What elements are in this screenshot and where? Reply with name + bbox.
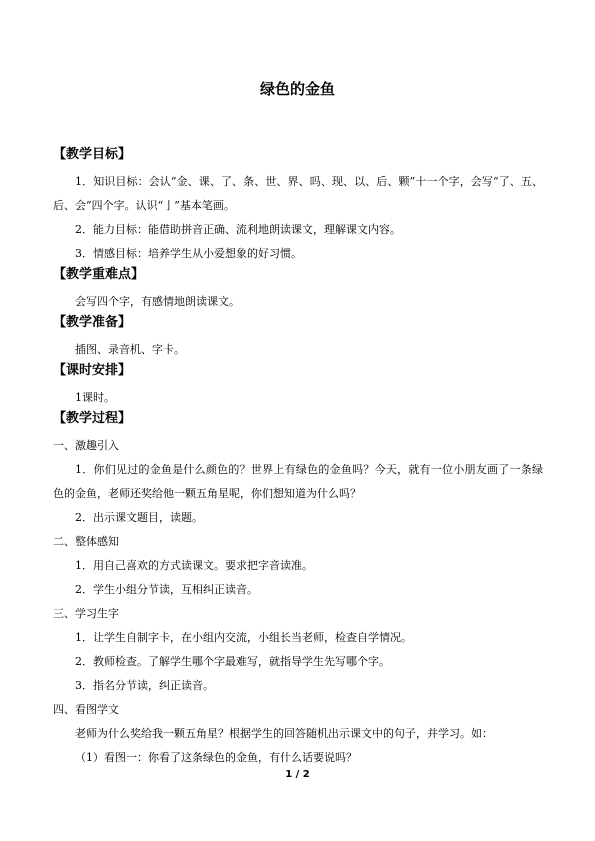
objective-item-3: 3．情感目标：培养学生从小爱想象的好习惯。	[75, 247, 302, 260]
document-title: 绿色的金鱼	[259, 80, 335, 98]
process-part-1-item-2: 2．出示课文题目，读题。	[75, 511, 203, 524]
process-part-4-item-2: （1）看图一：你看了这条绿色的金鱼，有什么话要说吗？	[75, 751, 357, 764]
process-part-3-title: 三、学习生字	[53, 607, 119, 620]
process-part-4-item-1: 老师为什么奖给我一颗五角星？根据学生的回答随机出示课文中的句子，并学习。如：	[75, 727, 493, 740]
process-part-3-item-3: 3．指名分节读，纠正读音。	[75, 679, 214, 692]
preparation-text: 插图、录音机、字卡。	[75, 343, 185, 356]
section-heading-objectives: 【教学目标】	[53, 147, 132, 162]
page-number: 1 / 2	[285, 769, 310, 780]
objective-item-2: 2．能力目标：能借助拼音正确、流利地朗读课文，理解课文内容。	[75, 223, 401, 236]
process-part-4-title: 四、看图学文	[53, 703, 119, 716]
process-part-3-item-2: 2．教师检查。了解学生哪个字最难写，就指导学生先写哪个字。	[75, 655, 390, 668]
section-heading-schedule: 【课时安排】	[53, 363, 132, 378]
key-points-text: 会写四个字，有感情地朗读课文。	[75, 295, 240, 308]
process-part-2-title: 二、整体感知	[53, 535, 119, 548]
document-body	[53, 146, 543, 770]
section-heading-preparation: 【教学准备】	[53, 315, 132, 330]
process-part-3-item-1: 1．让学生自制字卡，在小组内交流，小组长当老师，检查自学情况。	[75, 631, 412, 644]
process-part-2-item-2: 2．学生小组分节读，互相纠正读音。	[75, 583, 258, 596]
objective-item-1: 1．知识目标：会认“金、课、了、条、世、界、吗、现、以、后、颗”十一个字，会写“了、五、后、会”四个字。认识“亅”基本笔画。	[53, 175, 543, 212]
process-part-1-item-1: 1．你们见过的金鱼是什么颜色的？世界上有绿色的金鱼吗？今天，就有一位小朋友画了一条绿色的金鱼，老师还奖给他一颗五角星呢，你们想知道为什么吗？	[53, 463, 543, 500]
section-heading-process: 【教学过程】	[53, 411, 132, 426]
section-heading-key-points: 【教学重难点】	[53, 267, 145, 282]
process-part-2-item-1: 1．用自己喜欢的方式读课文。要求把字音读准。	[75, 559, 313, 572]
schedule-text: 1课时。	[75, 391, 115, 404]
process-part-1-title: 一、激趣引入	[53, 439, 119, 452]
